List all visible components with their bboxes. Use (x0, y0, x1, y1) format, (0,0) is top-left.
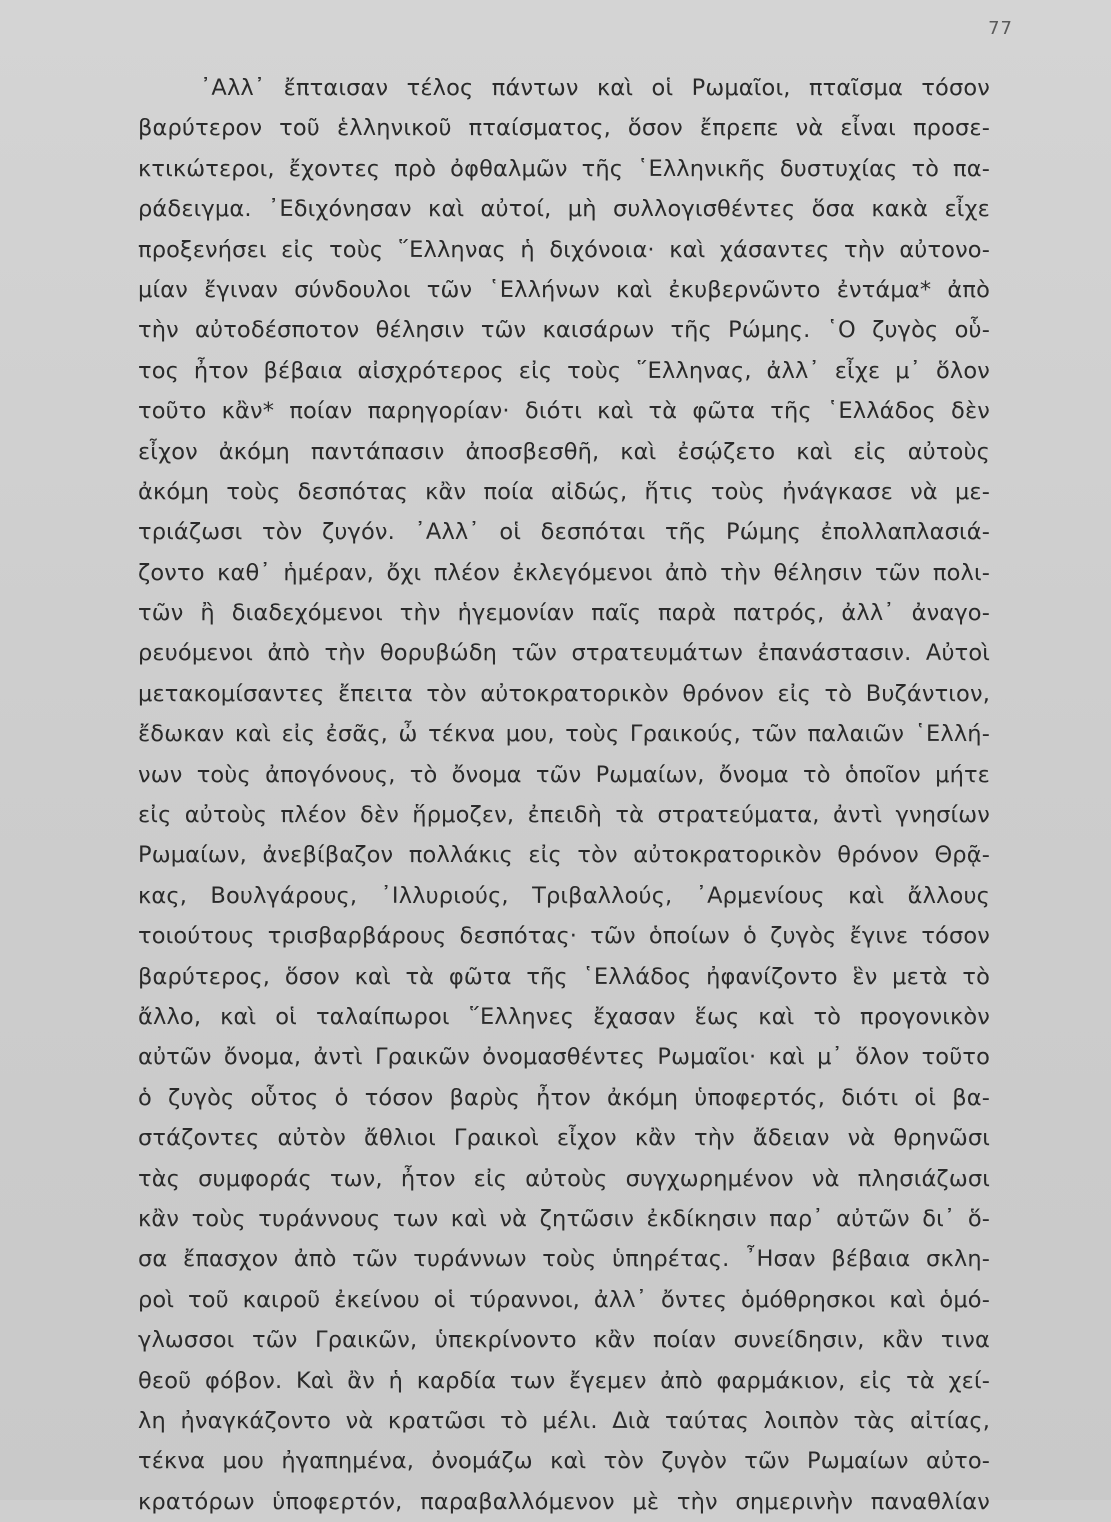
page-number: 77 (988, 18, 1013, 39)
text-line: κἂν τοὺς τυράννους των καὶ νὰ ζητῶσιν ἐκδίκησιν παρ᾿ αὐτῶν δι᾿ ὅ- (138, 1205, 990, 1232)
text-line: αὐτῶν ὄνομα, ἀντὶ Γραικῶν ὀνομασθέντες Ρωμαῖοι· καὶ μ᾿ ὅλον τοῦτο (138, 1044, 990, 1071)
text-line: τοιούτους τρισβαρβάρους δεσπότας· τῶν ὁποίων ὁ ζυγὸς ἔγινε τόσον (138, 923, 990, 950)
text-line: εἰς αὐτοὺς πλέον δὲν ἥρμοζεν, ἐπειδὴ τὰ στρατεύματα, ἀντὶ γνησίων (138, 802, 990, 829)
text-line: ρευόμενοι ἀπὸ τὴν θορυβώδη τῶν στρατευμάτων ἐπανάστασιν. Αὐτοὶ (138, 640, 990, 667)
text-line: ράδειγμα. ᾿Εδιχόνησαν καὶ αὐτοί, μὴ συλλογισθέντες ὅσα κακὰ εἶχε (138, 196, 990, 223)
text-line: γλωσσοι τῶν Γραικῶν, ὑπεκρίνοντο κἂν ποίαν συνείδησιν, κἂν τινα (138, 1327, 990, 1354)
text-line: μετακομίσαντες ἔπειτα τὸν αὐτοκρατορικὸν θρόνον εἰς τὸ Βυζάντιον, (138, 680, 990, 707)
text-line: θεοῦ φόβον. Καὶ ἂν ἡ καρδία των ἔγεμεν ἀπὸ φαρμάκιον, εἰς τὰ χεί- (138, 1367, 990, 1394)
text-line: στάζοντες αὐτὸν ἄθλιοι Γραικοὶ εἶχον κἂν τὴν ἄδειαν νὰ θρηνῶσι (138, 1125, 990, 1152)
text-line: λη ἠναγκάζοντο νὰ κρατῶσι τὸ μέλι. Διὰ ταύτας λοιπὸν τὰς αἰτίας, (138, 1407, 990, 1434)
text-line: εἶχον ἀκόμη παντάπασιν ἀποσβεσθῆ, καὶ ἐσῴζετο καὶ εἰς αὐτοὺς (138, 438, 990, 465)
text-line: ἀκόμη τοὺς δεσπότας κἂν ποία αἰδώς, ἥτις τοὺς ἠνάγκασε νὰ με- (138, 478, 990, 505)
text-line: τὴν αὐτοδέσποτον θέλησιν τῶν καισάρων τῆς Ρώμης. ῾Ο ζυγὸς οὗ- (138, 317, 990, 344)
text-line: ἄλλο, καὶ οἱ ταλαίπωροι ῞Ελληνες ἔχασαν ἕως καὶ τὸ προγονικὸν (138, 1003, 990, 1030)
text-line: τῶν ἢ διαδεχόμενοι τὴν ἡγεμονίαν παῖς παρὰ πατρός, ἀλλ᾿ ἀναγο- (138, 600, 990, 627)
text-line: ζοντο καθ᾿ ἡμέραν, ὄχι πλέον ἐκλεγόμενοι ἀπὸ τὴν θέλησιν τῶν πολι- (138, 559, 990, 586)
text-line: τέκνα μου ἠγαπημένα, ὀνομάζω καὶ τὸν ζυγὸν τῶν Ρωμαίων αὐτο- (138, 1448, 990, 1475)
text-line: τοῦτο κἂν* ποίαν παρηγορίαν· διότι καὶ τὰ φῶτα τῆς ῾Ελλάδος δὲν (138, 398, 990, 425)
text-line: κτικώτεροι, ἔχοντες πρὸ ὀφθαλμῶν τῆς ῾Ελληνικῆς δυστυχίας τὸ πα- (138, 155, 990, 182)
text-line: ἔδωκαν καὶ εἰς ἐσᾶς, ὦ τέκνα μου, τοὺς Γραικούς, τῶν παλαιῶν ῾Ελλή- (138, 721, 990, 748)
text-line: ροὶ τοῦ καιροῦ ἐκείνου οἱ τύραννοι, ἀλλ᾿ ὄντες ὁμόθρησκοι καὶ ὁμό- (138, 1286, 990, 1313)
text-line: ᾿Αλλ᾿ ἔπταισαν τέλος πάντων καὶ οἱ Ρωμαῖοι, πταῖσμα τόσον (200, 75, 990, 101)
text-line: σα ἔπασχον ἀπὸ τῶν τυράννων τοὺς ὑπηρέτας. ῏Ησαν βέβαια σκλη- (138, 1246, 990, 1273)
text-line: κας, Βουλγάρους, ᾿Ιλλυριούς, Τριβαλλούς, ᾿Αρμενίους καὶ ἄλλους (138, 882, 990, 909)
text-line: βαρύτερος, ὅσον καὶ τὰ φῶτα τῆς ῾Ελλάδος ἠφανίζοντο ἓν μετὰ τὸ (138, 963, 990, 990)
text-line: νων τοὺς ἀπογόνους, τὸ ὄνομα τῶν Ρωμαίων, ὄνομα τὸ ὁποῖον μήτε (138, 761, 990, 788)
text-line: μίαν ἔγιναν σύνδουλοι τῶν ῾Ελλήνων καὶ ἐκυβερνῶντο ἐντάμα* ἀπὸ (138, 276, 990, 303)
text-line: τος ἦτον βέβαια αἰσχρότερος εἰς τοὺς ῞Ελληνας, ἀλλ᾿ εἶχε μ᾿ ὅλον (138, 357, 990, 384)
text-line: ὁ ζυγὸς οὗτος ὁ τόσον βαρὺς ἦτον ἀκόμη ὑποφερτός, διότι οἱ βα- (138, 1084, 990, 1111)
text-line: τριάζωσι τὸν ζυγόν. ᾿Αλλ᾿ οἱ δεσπόται τῆς Ρώμης ἐπολλαπλασιά- (138, 519, 990, 546)
text-line: τὰς συμφοράς των, ἦτον εἰς αὐτοὺς συγχωρημένον νὰ πλησιάζωσι (138, 1165, 990, 1192)
text-line: κρατόρων ὑποφερτόν, παραβαλλόμενον μὲ τὴν σημερινὴν παναθλίαν (138, 1488, 990, 1515)
text-line: Ρωμαίων, ἀνεβίβαζον πολλάκις εἰς τὸν αὐτοκρατορικὸν θρόνον Θρᾷ- (138, 842, 990, 869)
text-line: βαρύτερον τοῦ ἑλληνικοῦ πταίσματος, ὅσον ἔπρεπε νὰ εἶναι προσε- (138, 115, 990, 142)
body-text (138, 68, 990, 1522)
text-line: προξενήσει εἰς τοὺς ῞Ελληνας ἡ διχόνοια· καὶ χάσαντες τὴν αὐτονο- (138, 236, 990, 263)
